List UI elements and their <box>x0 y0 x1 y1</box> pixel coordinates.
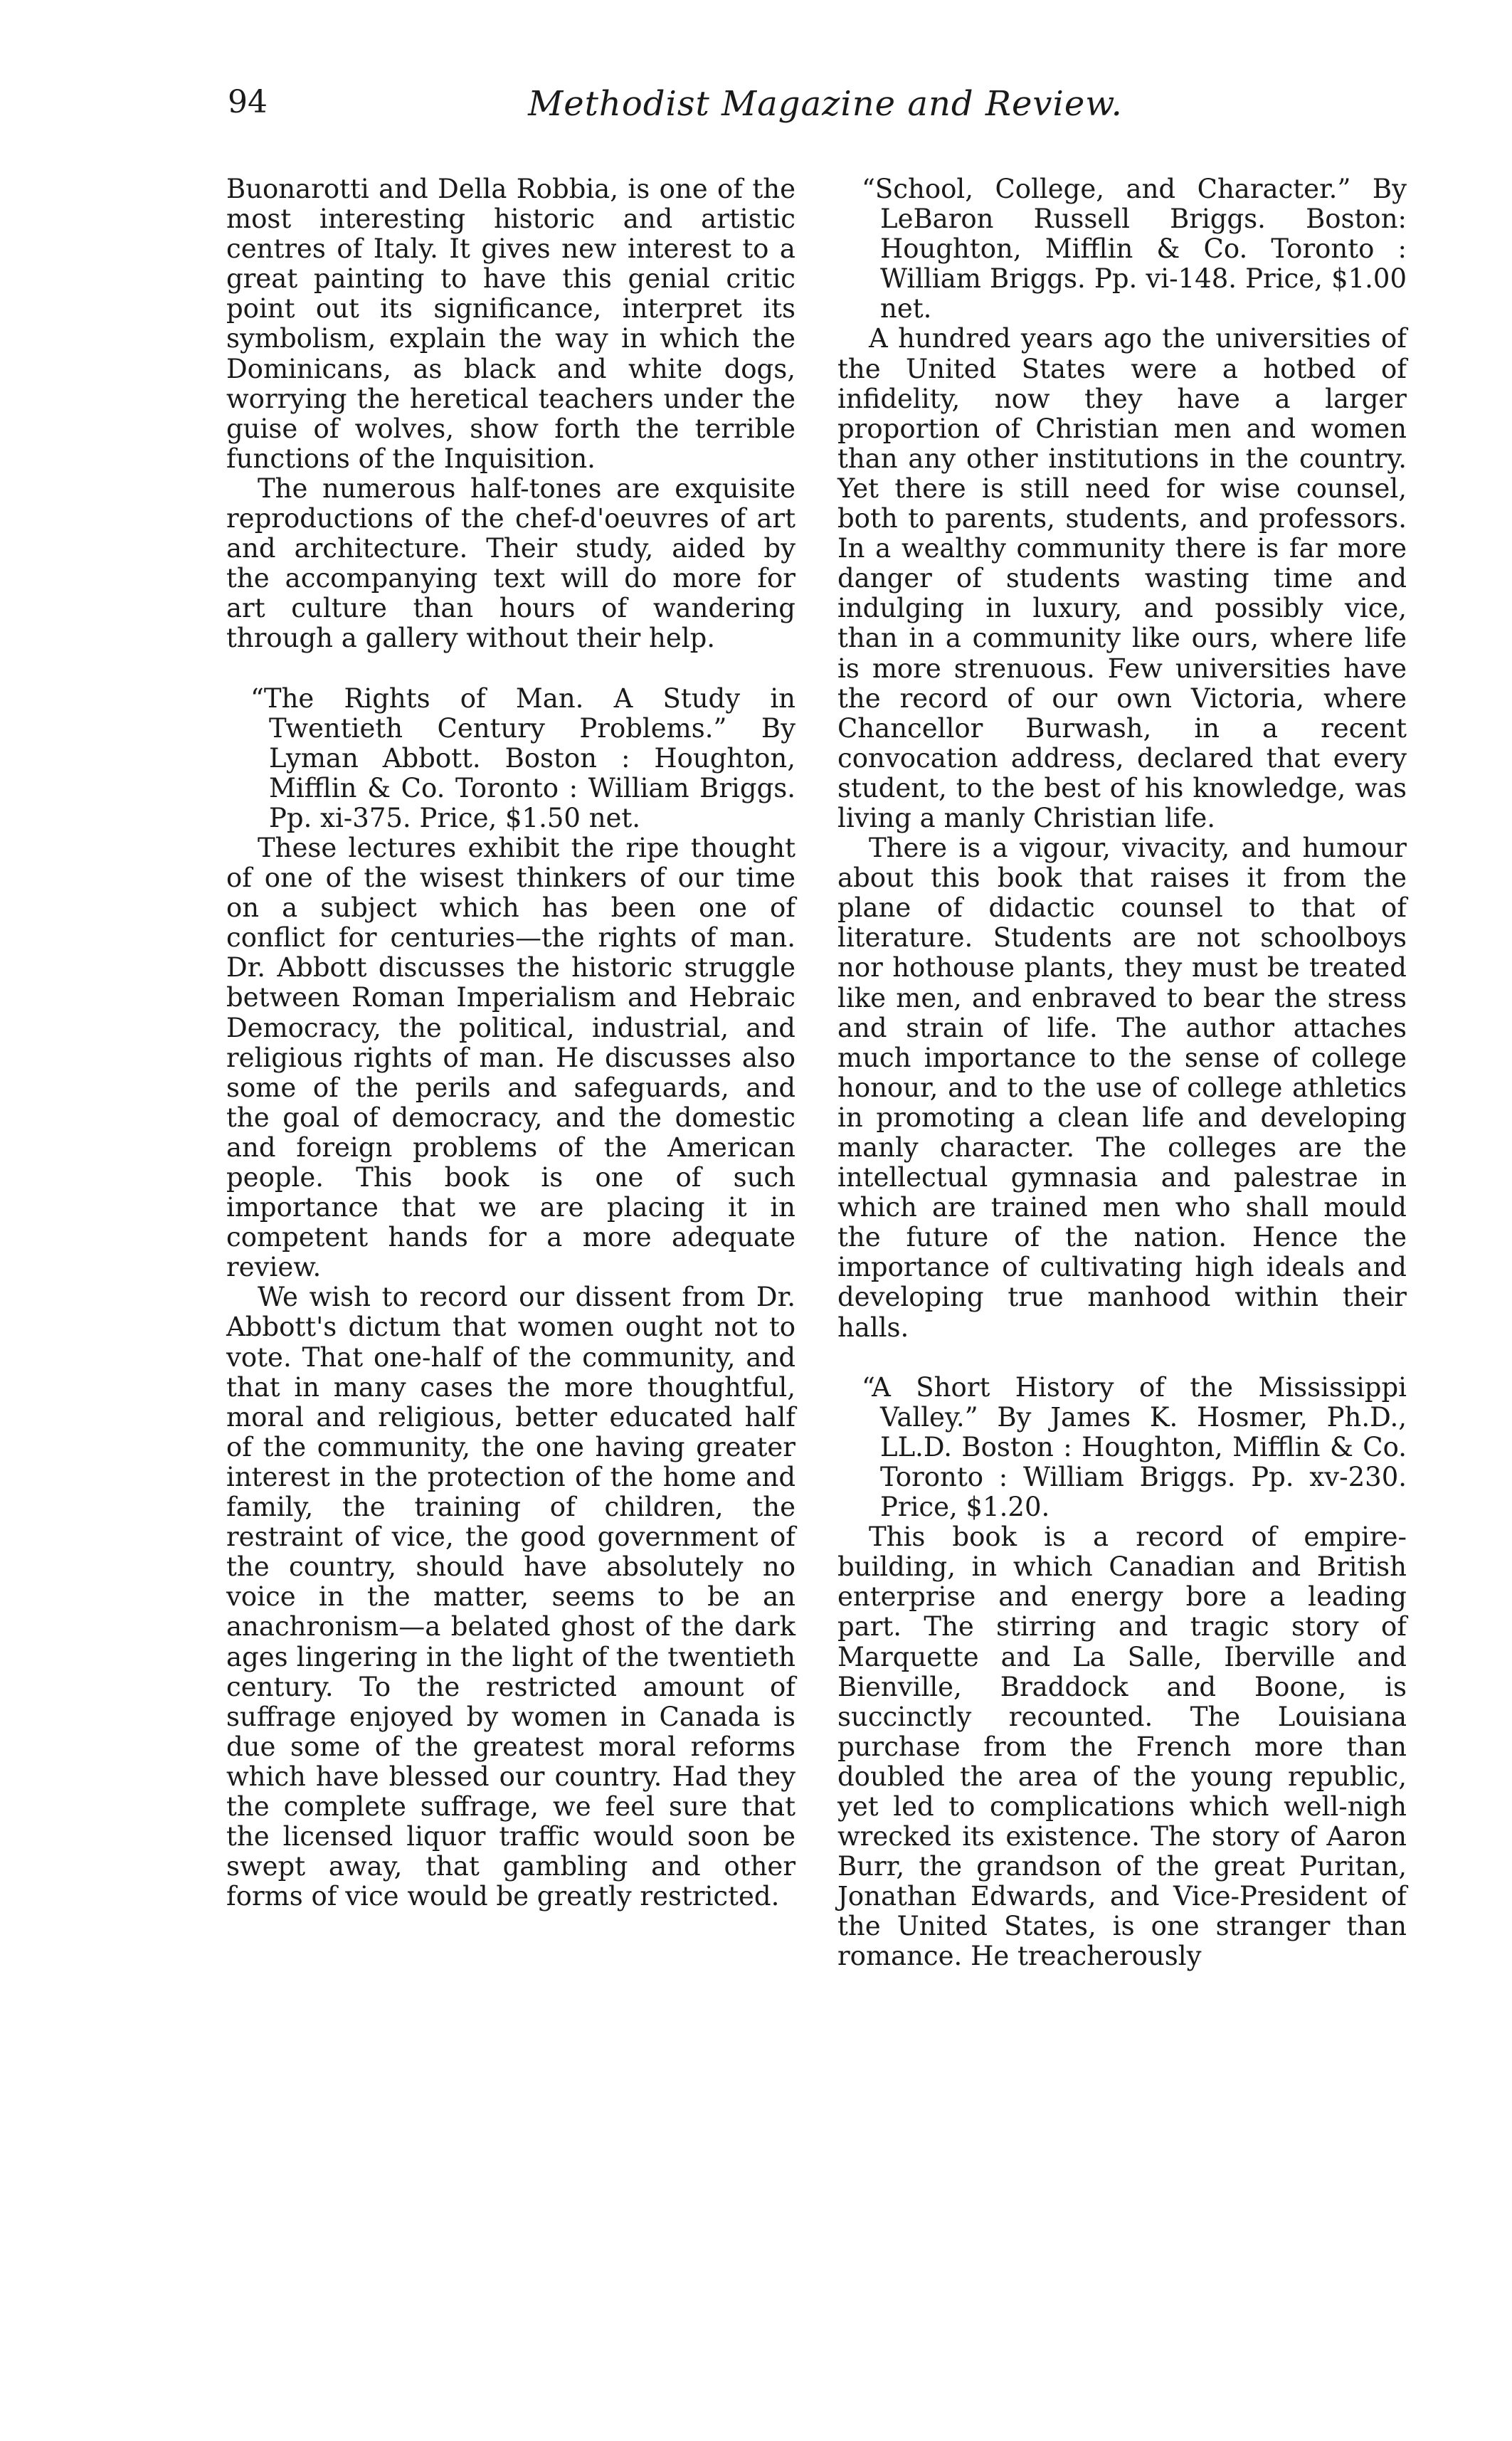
paragraph: These lectures exhibit the ripe thought of one of the wisest thinkers of our time on a subject which has been one of conflict for centuries—the rights of man. Dr. Abbott discusses the historic struggle between Roman Imperialism and Hebraic Democracy, the political, industrial, and religious rights of man. He discusses also some of the perils and safeguards, and the goal of democracy, and the domestic and foreign problems of the American people. This book is one of such importance that we are placing it in competent hands for a more adequate review. <box>226 832 795 1283</box>
review-heading: “The Rights of Man. A Study in Twentieth Century Problems.” By Lyman Abbott. Boston : Houghton, Mifflin & Co. Toronto : William Briggs. Pp. xi-375. Price, $1.50 net. <box>250 682 795 833</box>
left-column <box>226 174 795 1912</box>
paragraph: We wish to record our dissent from Dr. Abbott's dictum that women ought not to vote. That one-half of the community, and that in many cases the more thoughtful, moral and religious, better educated half of the community, the one having greater interest in the protection of the home and family, the training of children, the restraint of vice, the good government of the country, should have absolutely no voice in the matter, seems to be an anachronism—a belated ghost of the dark ages lingering in the light of the twentieth century. To the restricted amount of suffrage enjoyed by women in Canada is due some of the greatest moral reforms which have blessed our country. Had they the complete suffrage, we feel sure that the licensed liquor traffic would soon be swept away, that gambling and other forms of vice would be greatly restricted. <box>226 1282 795 1912</box>
right-column <box>837 174 1407 1972</box>
review-heading: “A Short History of the Mississippi Valley.” By James K. Hosmer, Ph.D., LL.D. Boston : Houghton, Mifflin & Co. Toronto : William Briggs. Pp. xv-230. Price, $1.20. <box>862 1371 1407 1523</box>
paragraph: The numerous half-tones are exquisite reproductions of the chef-d'oeuvres of art and architecture. Their study, aided by the accompanying text will do more for art culture than hours of wandering through a gallery without their help. <box>226 473 795 654</box>
paragraph: A hundred years ago the universities of the United States were a hotbed of infidelity, now they have a larger proportion of Christian men and women than any other institutions in the country. Yet there is still need for wise counsel, both to parents, students, and professors. In a wealthy community there is far more danger of students wasting time and indulging in luxury, and possibly vice, than in a community like ours, where life is more strenuous. Few universities have the record of our own Victoria, where Chancellor Burwash, in a recent convocation address, declared that every student, to the best of his knowledge, was living a manly Christian life. <box>837 323 1407 833</box>
paragraph: This book is a record of empire-building, in which Canadian and British enterprise and energy bore a leading part. The stirring and tragic story of Marquette and La Salle, Iberville and Bienville, Braddock and Boone, is succinctly recounted. The Louisiana purchase from the French more than doubled the area of the young republic, yet led to complications which well-nigh wrecked its existence. The story of Aaron Burr, the grandson of the great Puritan, Jonathan Edwards, and Vice-President of the United States, is one stranger than romance. He treacherously <box>837 1522 1407 1972</box>
review-heading: “School, College, and Character.” By LeBaron Russell Briggs. Boston: Houghton, Mifflin & Co. Toronto : William Briggs. Pp. vi-148. Price, $1.00 net. <box>862 174 1407 325</box>
paragraph: There is a vigour, vivacity, and humour about this book that raises it from the plane of didactic counsel to that of literature. Students are not schoolboys nor hothouse plants, they must be treated like men, and enbraved to bear the stress and strain of life. The author attaches much importance to the sense of college honour, and to the use of college athletics in promoting a clean life and developing manly character. The colleges are the intellectual gymnasia and palestrae in which are trained men who shall mould the future of the nation. Hence the importance of cultivating high ideals and developing true manhood within their halls. <box>837 833 1407 1343</box>
running-title: Methodist Magazine and Review. <box>528 84 1123 124</box>
page-number: 94 <box>228 84 268 120</box>
paragraph: Buonarotti and Della Robbia, is one of the most interesting historic and artistic centres of Italy. It gives new interest to a great painting to have this genial critic point out its significance, interpret its symbolism, explain the way in which the Dominicans, as black and white dogs, worrying the heretical teachers under the guise of wolves, show forth the terrible functions of the Inquisition. <box>226 174 795 474</box>
page-header <box>228 84 1437 134</box>
